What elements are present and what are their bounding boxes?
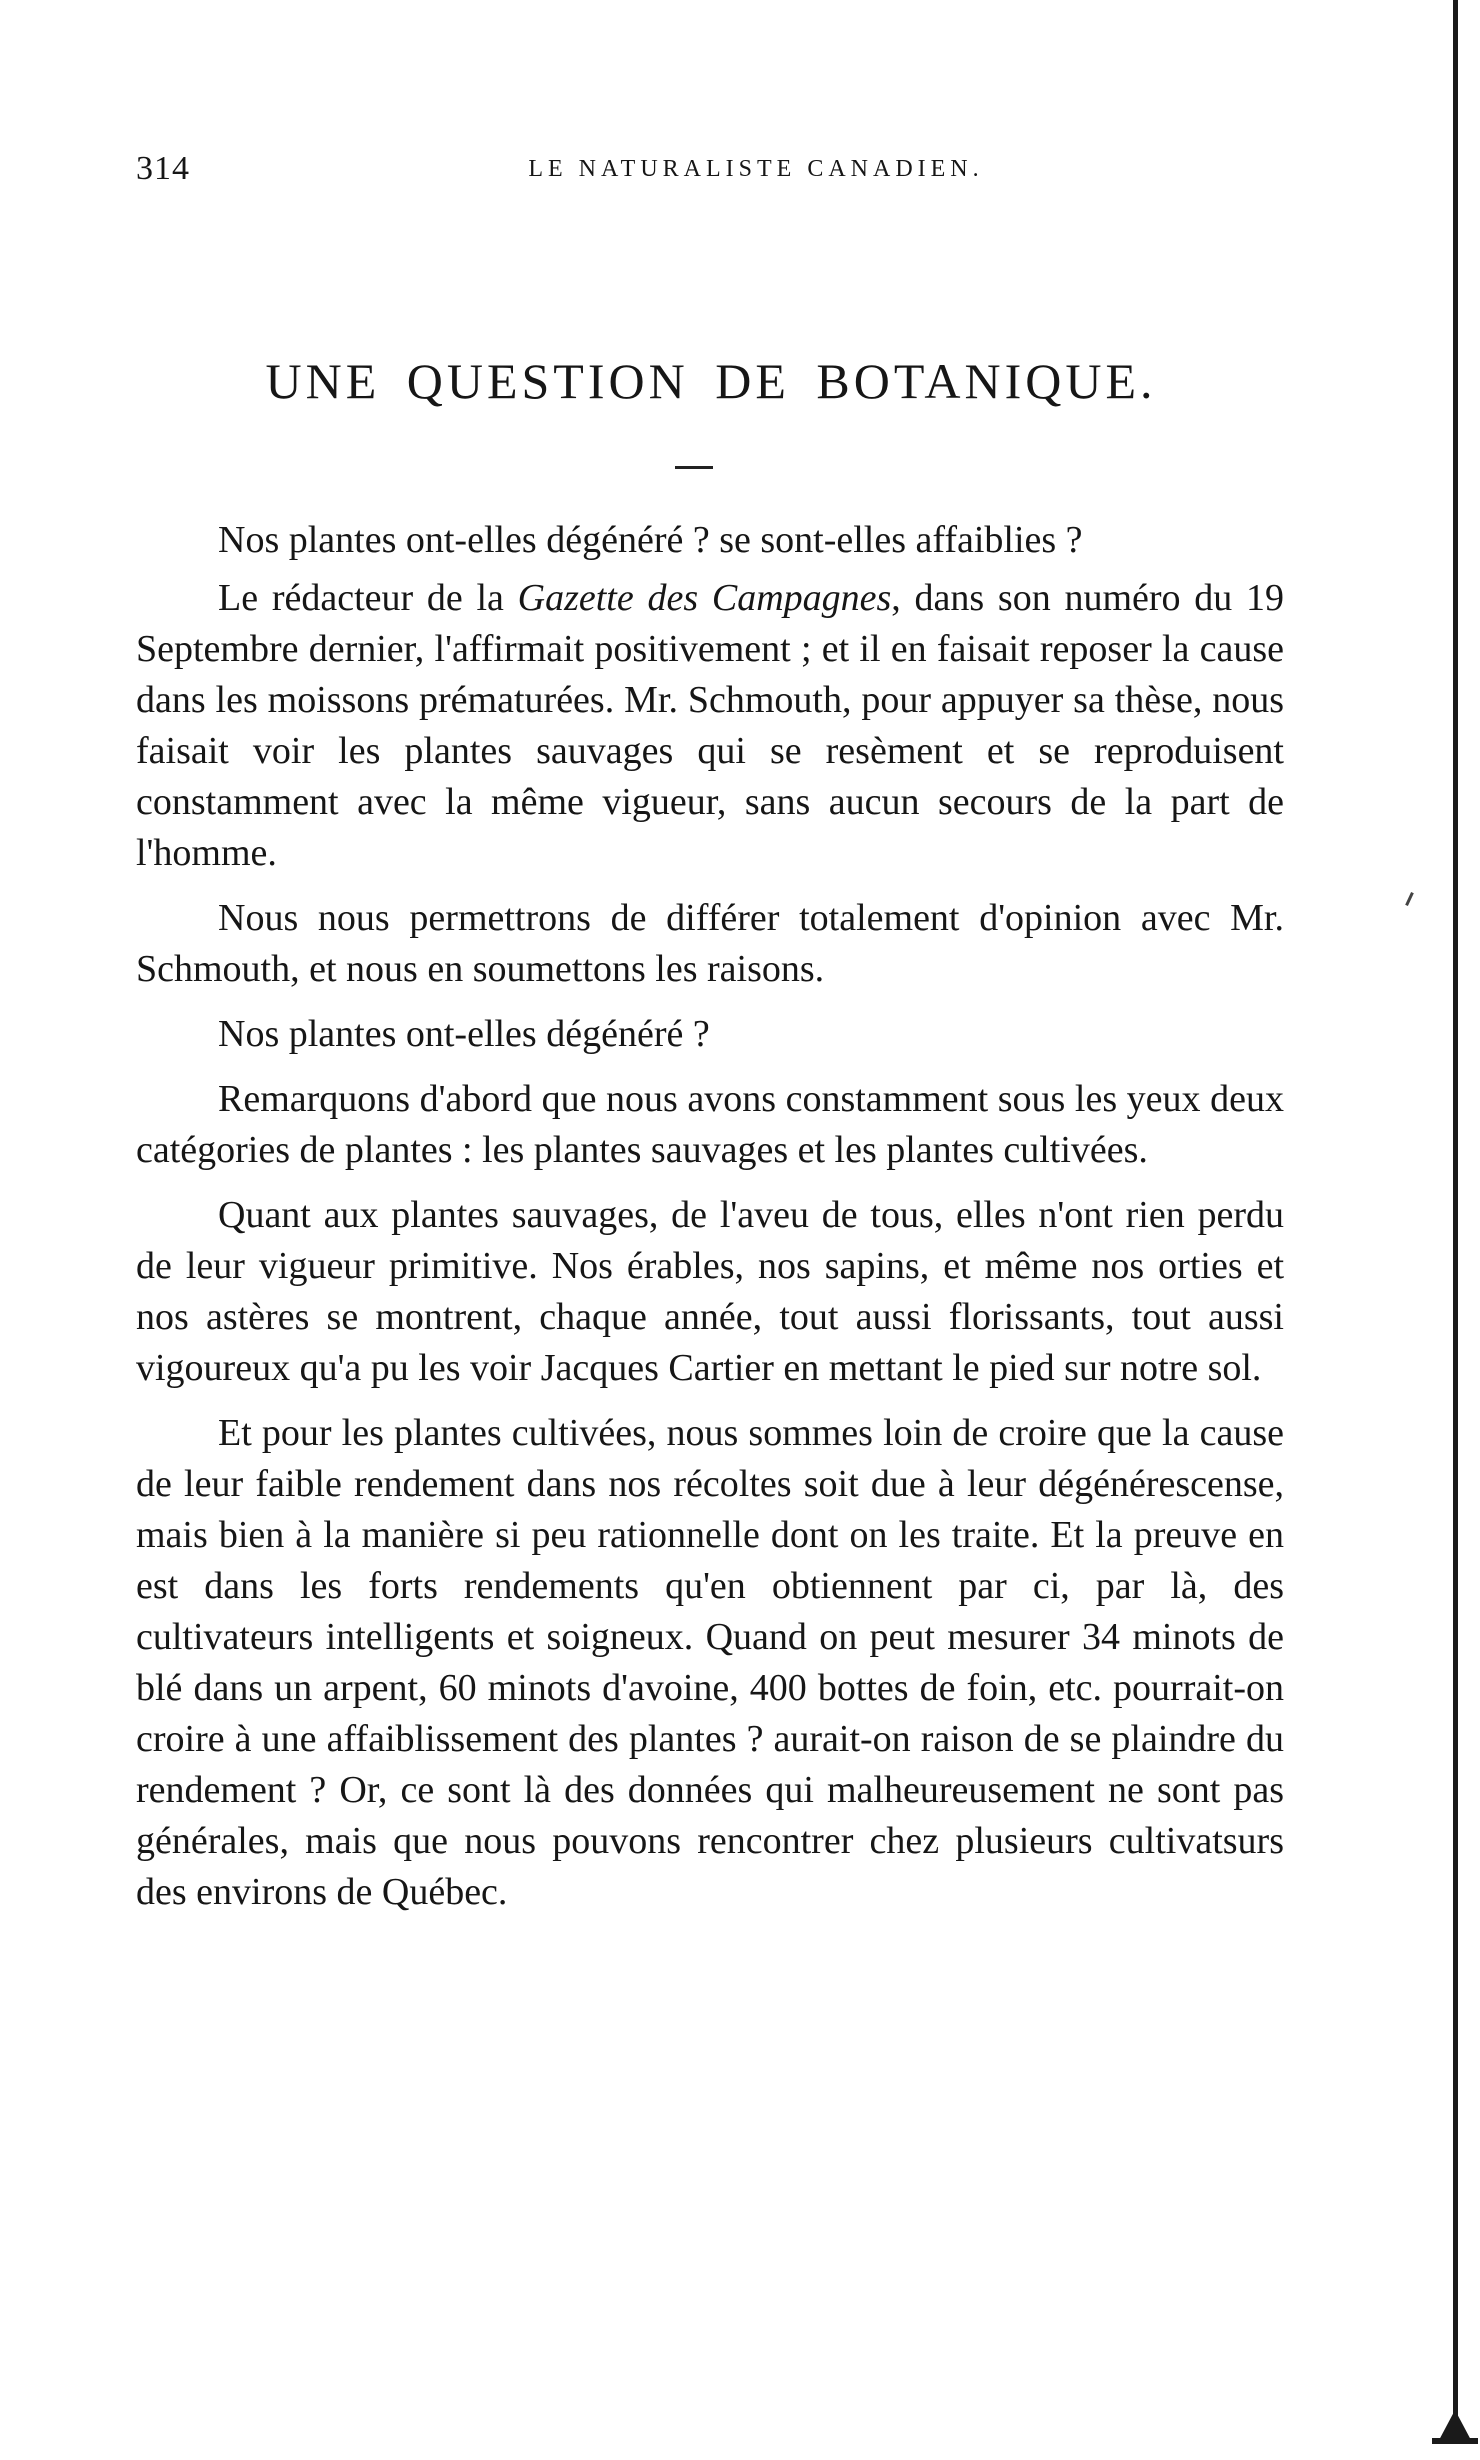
- paragraph-6: Quant aux plantes sauvages, de l'aveu de tous, elles n'ont rien perdu de leur vigueur primitive. Nos érables, nos sapins, et même nos orties et nos astères se montrent, chaque année, tout aussi florissants, tout aussi vigoureux qu'a pu les voir Jacques Cartier en mettant le pied sur notre sol.: [136, 1194, 1284, 1389]
- paragraph-4: Nos plantes ont-elles dégénéré ?: [218, 1013, 710, 1055]
- paragraph-2-lead: Le rédacteur de la: [218, 577, 518, 619]
- gazette-title-italic: Gazette des Campagnes: [517, 577, 892, 619]
- paragraph-2-rest: , dans son numéro du 19 Septembre dernier, l'affirmait positivement ; et il en faisait reposer la cause dans les moissons prématurées. Mr. Schmouth, pour appuyer sa thèse, nous faisait voir les plantes sauvages qui se resèment et se reproduisent constamment avec la même vigueur, sans aucun secours de la part de l'homme.: [136, 577, 1284, 874]
- title-divider: [675, 466, 713, 469]
- binding-edge-base: [1432, 2438, 1478, 2444]
- paragraph-1: Nos plantes ont-elles dégénéré ? se sont-elles affaiblies ?: [218, 519, 1083, 561]
- paragraph-3: Nous nous permettrons de différer totalement d'opinion avec Mr. Schmouth, et nous en soumettons les raisons.: [136, 897, 1284, 990]
- margin-mark: [1405, 892, 1414, 906]
- paragraph-5: Remarquons d'abord que nous avons constamment sous les yeux deux catégories de plantes : les plantes sauvages et les plantes cultivées.: [136, 1078, 1284, 1171]
- binding-edge-rule: [1453, 0, 1458, 2436]
- paragraph-2: [136, 573, 1284, 879]
- article-body: [136, 515, 1284, 1925]
- journal-title: LE NATURALISTE CANADIEN.: [528, 156, 984, 182]
- page-number: 314: [136, 150, 190, 187]
- running-head: [136, 150, 1286, 200]
- article-title: UNE QUESTION DE BOTANIQUE.: [265, 353, 1157, 409]
- paragraph-7: Et pour les plantes cultivées, nous sommes loin de croire que la cause de leur faible rendement dans nos récoltes soit due à leur dégénérescense, mais bien à la manière si peu rationnelle dont on les traite. Et la preuve en est dans les forts rendements qu'en obtiennent par ci, par là, des cultivateurs intelligents et soigneux. Quand on peut mesurer 34 minots de blé dans un arpent, 60 minots d'avoine, 400 bottes de foin, etc. pourrait-on croire à une affaiblissement des plantes ? aurait-on raison de se plaindre du rendement ? Or, ce sont là des données qui malheureusement ne sont pas générales, mais que nous pouvons rencontrer chez plusieurs cultivatsurs des environs de Québec.: [136, 1412, 1284, 1913]
